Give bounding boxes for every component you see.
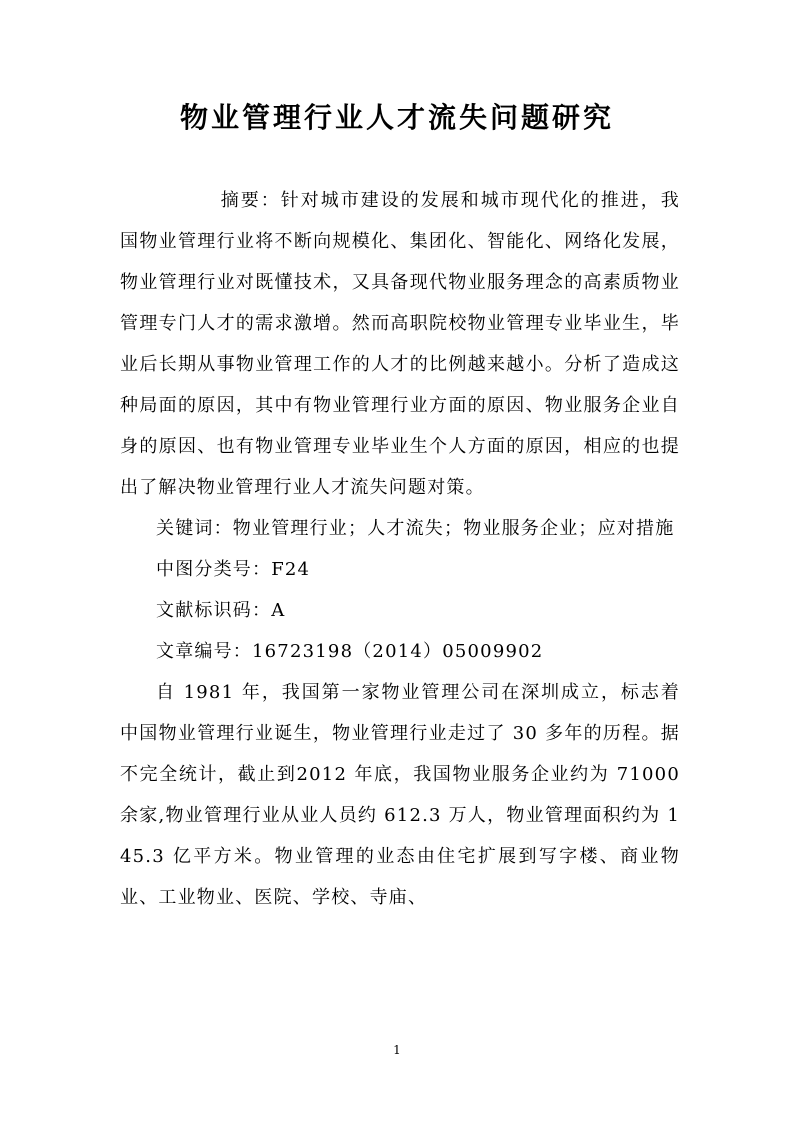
document-title: 物业管理行业人才流失问题研究 <box>179 101 614 134</box>
body-paragraph: 自 1981 年，我国第一家物业管理公司在深圳成立，标志着中国物业管理行业诞生，物业管理行业走过了 30 多年的历程。据不完全统计，截止到2012 年底，我国物业服务企业约为 71000 余家,物业管理行业从业人员约 612.3 万人，物业管理面积约为 145.3 亿平方米。物业管理的业态由住宅扩展到写字楼、商业物业、工业物业、医院、学校、寺庙、 <box>120 682 680 908</box>
article-number: 文章编号：16723198（2014）05009902 <box>156 641 544 662</box>
document-body <box>120 180 680 918</box>
page-number: 1 <box>393 1043 401 1057</box>
document-code: 文献标识码：A <box>156 600 286 621</box>
classification-number: 中图分类号：F24 <box>156 559 311 580</box>
abstract-paragraph: 摘要：针对城市建设的发展和城市现代化的推进，我国物业管理行业将不断向规模化、集团化、智能化、网络化发展，物业管理行业对既懂技术，又具备现代物业服务理念的高素质物业管理专门人才的需求激增。然而高职院校物业管理专业毕业生，毕业后长期从事物业管理工作的人才的比例越来越小。分析了造成这种局面的原因，其中有物业管理行业方面的原因、物业服务企业自身的原因、也有物业管理专业毕业生个人方面的原因，相应的也提出了解决物业管理行业人才流失问题对策。 <box>120 190 680 498</box>
keywords-paragraph: 关键词：物业管理行业；人才流失；物业服务企业；应对措施 <box>156 518 675 539</box>
